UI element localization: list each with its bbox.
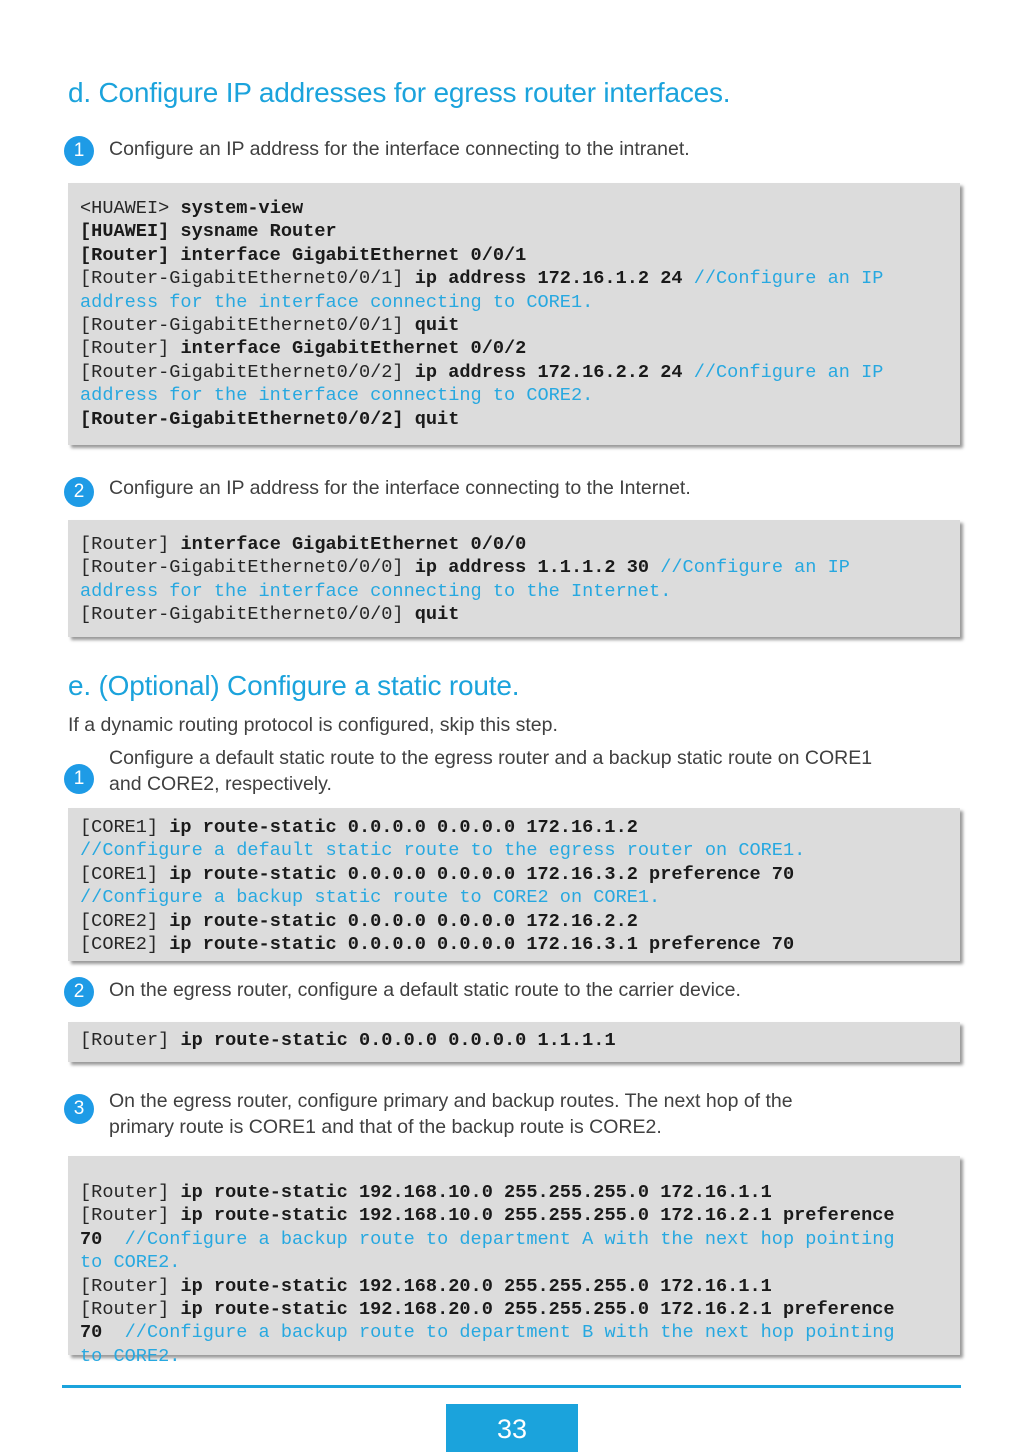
step-e2 <box>64 977 979 1003</box>
code-prompt: [Router-GigabitEthernet0/0/1] <box>80 314 415 336</box>
code-prompt: [CORE2] <box>80 933 170 955</box>
code-prompt: [Router] <box>80 338 181 360</box>
code-prompt: [Router-GigabitEthernet0/0/0] <box>80 557 415 579</box>
code-line <box>80 1298 960 1321</box>
code-line <box>80 291 960 314</box>
code-command: ip route-static 0.0.0.0 0.0.0.0 172.16.1.2 <box>169 817 638 838</box>
section-e-note: If a dynamic routing protocol is configured, skip this step. <box>68 714 558 736</box>
code-comment: //Configure an IP <box>693 268 884 290</box>
step-e3-text-line1: On the egress router, configure primary and backup routes. The next hop of the <box>109 1090 793 1112</box>
code-line <box>80 1228 960 1251</box>
code-command: ip route-static 192.168.20.0 255.255.255.0 172.16.1.1 <box>180 1275 772 1297</box>
code-line <box>80 816 960 839</box>
code-prompt: [Router] <box>80 1030 181 1051</box>
step-number-badge: 1 <box>64 136 94 166</box>
code-line <box>80 1204 960 1227</box>
code-command: ip route-static 0.0.0.0 0.0.0.0 172.16.3.2 preference 70 <box>169 863 795 885</box>
code-prompt: [Router] <box>80 1298 181 1320</box>
code-line <box>80 220 960 243</box>
code-comment: //Configure a backup route to department B with the next hop pointing <box>113 1322 895 1344</box>
code-prompt: [CORE1] <box>80 863 170 885</box>
section-e-heading: e. (Optional) Configure a static route. <box>68 670 520 701</box>
code-comment: to CORE2. <box>80 1345 181 1367</box>
code-line <box>80 863 960 886</box>
code-comment: to CORE2. <box>80 1252 181 1274</box>
step-d2 <box>64 475 979 501</box>
step-e3-text-line2: primary route is CORE1 and that of the backup route is CORE2. <box>109 1116 662 1138</box>
code-block-d2 <box>68 520 960 637</box>
code-command: interface GigabitEthernet 0/0/0 <box>180 534 527 555</box>
step-d2-text: Configure an IP address for the interface connecting to the Internet. <box>109 477 691 499</box>
section-d-heading: d. Configure IP addresses for egress router interfaces. <box>68 77 731 108</box>
step-d1 <box>64 136 979 162</box>
code-line <box>80 361 960 384</box>
code-command: [Router-GigabitEthernet0/0/2] quit <box>80 408 460 430</box>
code-prompt: [CORE2] <box>80 910 170 932</box>
code-prompt: [Router] <box>80 534 181 555</box>
code-prompt: [Router] <box>80 1182 181 1203</box>
code-line <box>80 1275 960 1298</box>
code-command: [HUAWEI] sysname Router <box>80 221 337 243</box>
step-number-badge: 3 <box>64 1094 94 1124</box>
code-command: quit <box>414 604 460 626</box>
code-comment: //Configure a backup static route to CORE2 on CORE1. <box>80 887 661 909</box>
step-e2-text: On the egress router, configure a default static route to the carrier device. <box>109 979 741 1001</box>
code-line <box>80 1321 960 1344</box>
code-prompt: [Router-GigabitEthernet0/0/0] <box>80 604 415 626</box>
step-e1-text-line1: Configure a default static route to the egress router and a backup static route on CORE1 <box>109 747 873 769</box>
code-comment: //Configure a default static route to the egress router on CORE1. <box>80 840 806 862</box>
code-command: ip address 172.16.1.2 24 <box>414 268 694 290</box>
code-line <box>80 1029 960 1052</box>
code-command: [Router] interface GigabitEthernet 0/0/1 <box>80 244 527 266</box>
code-block-d1 <box>68 183 960 445</box>
code-line <box>80 1181 960 1204</box>
code-line <box>80 384 960 407</box>
step-d1-text: Configure an IP address for the interface connecting to the intranet. <box>109 138 690 160</box>
footer-rule <box>62 1385 961 1388</box>
code-command: ip address 172.16.2.2 24 <box>414 361 694 383</box>
code-line <box>80 603 960 626</box>
code-prompt: [CORE1] <box>80 817 170 838</box>
step-number-badge: 2 <box>64 477 94 507</box>
page-number: 33 <box>446 1404 578 1452</box>
code-command: ip route-static 192.168.10.0 255.255.255.0 172.16.1.1 <box>180 1182 772 1203</box>
code-comment: //Configure a backup route to department A with the next hop pointing <box>113 1228 895 1250</box>
code-command: quit <box>414 314 460 336</box>
code-command: 70 <box>80 1322 114 1344</box>
code-block-e3 <box>68 1156 960 1367</box>
code-prompt: [Router-GigabitEthernet0/0/1] <box>80 268 415 290</box>
code-line <box>80 267 960 290</box>
code-command: system-view <box>180 198 304 219</box>
code-comment: address for the interface connecting to the Internet. <box>80 580 672 602</box>
code-comment: address for the interface connecting to CORE1. <box>80 291 594 313</box>
code-line <box>80 337 960 360</box>
code-line <box>80 244 960 267</box>
code-command: ip address 1.1.1.2 30 <box>414 557 661 579</box>
code-command: ip route-static 192.168.10.0 255.255.255.0 172.16.2.1 preference <box>180 1205 895 1227</box>
code-comment: //Configure an IP <box>693 361 884 383</box>
code-block-e2 <box>68 1022 960 1062</box>
code-comment: //Configure an IP <box>660 557 850 579</box>
code-line <box>80 314 960 337</box>
code-command: 70 <box>80 1228 114 1250</box>
code-comment: address for the interface connecting to CORE2. <box>80 385 594 407</box>
step-e3 <box>64 1088 979 1140</box>
code-line <box>80 886 960 909</box>
code-prompt: [Router-GigabitEthernet0/0/2] <box>80 361 415 383</box>
code-prompt: [Router] <box>80 1275 181 1297</box>
code-command: ip route-static 0.0.0.0 0.0.0.0 172.16.3.1 preference 70 <box>169 933 795 955</box>
code-command: ip route-static 0.0.0.0 0.0.0.0 172.16.2.2 <box>169 910 638 932</box>
code-command: interface GigabitEthernet 0/0/2 <box>180 338 527 360</box>
code-line <box>80 933 960 956</box>
code-line <box>80 1345 960 1368</box>
code-line <box>80 839 960 862</box>
code-line <box>80 556 960 579</box>
step-e1-text-line2: and CORE2, respectively. <box>109 773 332 795</box>
code-line <box>80 533 960 556</box>
code-line <box>80 197 960 220</box>
code-command: ip route-static 192.168.20.0 255.255.255.0 172.16.2.1 preference <box>180 1298 895 1320</box>
code-prompt: [Router] <box>80 1205 181 1227</box>
step-number-badge: 1 <box>64 764 94 794</box>
step-e1 <box>64 745 979 797</box>
code-line <box>80 580 960 603</box>
code-prompt: <HUAWEI> <box>80 198 181 219</box>
step-number-badge: 2 <box>64 977 94 1007</box>
code-command: ip route-static 0.0.0.0 0.0.0.0 1.1.1.1 <box>180 1030 616 1051</box>
code-line <box>80 408 960 431</box>
code-line <box>80 1251 960 1274</box>
code-block-e1 <box>68 808 960 961</box>
code-line <box>80 910 960 933</box>
